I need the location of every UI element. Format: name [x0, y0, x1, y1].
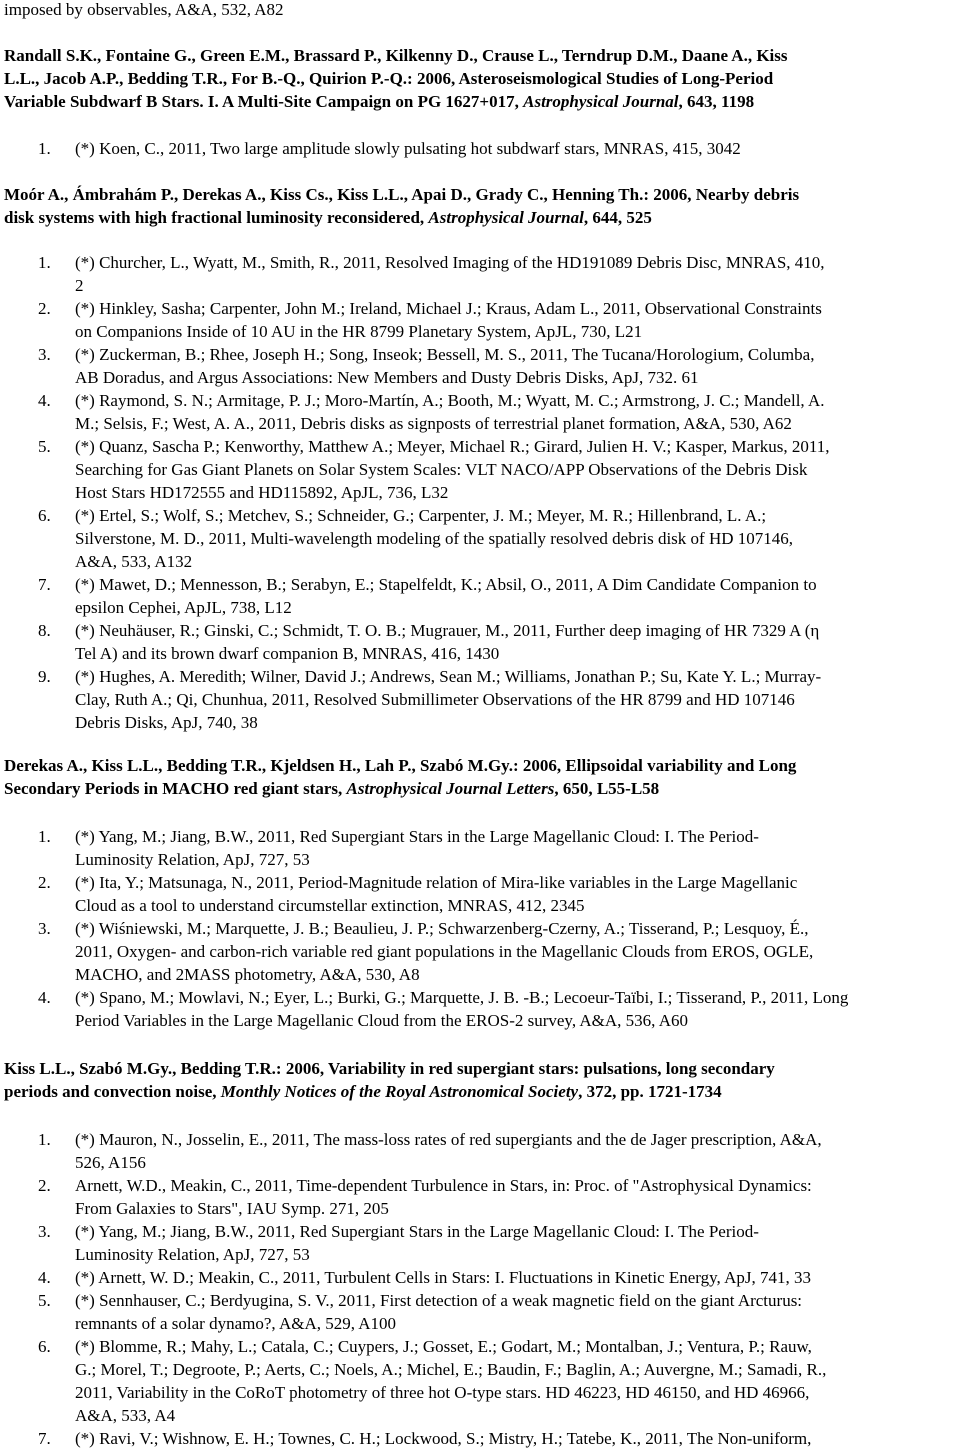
reference-text-line: (*) Yang, M.; Jiang, B.W., 2011, Red Supergiant Stars in the Large Magellanic Cloud: I. The Period-	[75, 827, 759, 846]
reference-item	[4, 986, 952, 1032]
reference-text-line: A&A, 533, A4	[75, 1406, 176, 1425]
reference-text-line: Luminosity Relation, ApJ, 727, 53	[75, 1245, 310, 1264]
citing-references-list	[4, 1128, 952, 1450]
reference-item	[4, 297, 952, 343]
reference-number: 2.	[38, 1176, 51, 1195]
reference-text-line: 2	[75, 276, 84, 295]
citation-text: Variable Subdwarf B Stars. I. A Multi-Site Campaign on PG 1627+017,	[4, 92, 524, 111]
reference-item	[4, 343, 952, 389]
reference-text-line: M.; Selsis, F.; West, A. A., 2011, Debris disks as signposts of terrestrial planet formation, A&A, 530, A62	[75, 414, 792, 433]
reference-text-line: A&A, 533, A132	[75, 552, 193, 571]
citation-header-derekas	[4, 754, 952, 800]
reference-number: 1.	[38, 1130, 51, 1149]
citation-text: Kiss L.L., Szabó M.Gy., Bedding T.R.	[4, 1059, 276, 1078]
citation-header-line	[4, 206, 952, 229]
reference-text-line: Cloud as a tool to understand circumstellar extinction, MNRAS, 412, 2345	[75, 896, 585, 915]
reference-text-line: Clay, Ruth A.; Qi, Chunhua, 2011, Resolved Submillimeter Observations of the HR 8799 and HD 107146	[75, 690, 795, 709]
citation-text: : 2006, Variability in red supergiant stars: pulsations, long secondary	[275, 1059, 775, 1078]
citation-header-line	[4, 44, 952, 67]
reference-text-line: (*) Ertel, S.; Wolf, S.; Metchev, S.; Schneider, G.; Carpenter, J. M.; Meyer, M. R.; Hillenbrand, L. A.;	[75, 506, 767, 525]
reference-text-line: G.; Morel, T.; Degroote, P.; Aerts, C.; Noels, A.; Michel, E.; Baudin, F.; Baglin, A.; Auvergne, M.; Samadi, R.,	[75, 1360, 827, 1379]
reference-text-line: (*) Spano, M.; Mowlavi, N.; Eyer, L.; Burki, G.; Marquette, J. B. -B.; Lecoeur-Taïbi, I.; Tisserand, P., 2011, Long	[75, 988, 849, 1007]
reference-item	[4, 573, 952, 619]
citation-header-line	[4, 777, 952, 800]
citation-header-line	[4, 67, 952, 90]
reference-number: 4.	[38, 391, 51, 410]
citation-text: Moór A., Ámbrahám P., Derekas A., Kiss Cs., Kiss L.L., Apai D., Grady C., Henning Th.	[4, 185, 644, 204]
reference-text-line: (*) Ravi, V.; Wishnow, E. H.; Townes, C. H.; Lockwood, S.; Mistry, H.; Tatebe, K., 2011, The Non-uniform,	[75, 1429, 812, 1448]
reference-number: 2.	[38, 873, 51, 892]
reference-text-line: 2011, Oxygen- and carbon-rich variable red giant populations in the Magellanic Clouds from EROS, OGLE,	[75, 942, 814, 961]
citation-text: : 2006, Ellipsoidal variability and Long	[513, 756, 797, 775]
reference-item	[4, 1427, 952, 1450]
reference-text-line: (*) Neuhäuser, R.; Ginski, C.; Schmidt, T. O. B.; Mugrauer, M., 2011, Further deep imaging of HR 7329 A (η	[75, 621, 820, 640]
reference-item	[4, 1174, 952, 1220]
citation-text: L.L., Jacob A.P., Bedding T.R., For B.-Q., Quirion P.-Q.	[4, 69, 408, 88]
reference-text-line: on Companions Inside of 10 AU in the HR 8799 Planetary System, ApJL, 730, L21	[75, 322, 643, 341]
reference-number: 9.	[38, 667, 51, 686]
reference-text-line: remnants of a solar dynamo?, A&A, 529, A100	[75, 1314, 397, 1333]
reference-text-line: (*) Raymond, S. N.; Armitage, P. J.; Moro-Martín, A.; Booth, M.; Wyatt, M. C.; Armstrong, J. C.; Mandell, A.	[75, 391, 825, 410]
reference-text-line: epsilon Cephei, ApJL, 738, L12	[75, 598, 292, 617]
reference-text-line: MACHO, and 2MASS photometry, A&A, 530, A8	[75, 965, 420, 984]
citation-text: , 372, pp. 1721-1734	[578, 1082, 722, 1101]
reference-text-line: (*) Arnett, W. D.; Meakin, C., 2011, Turbulent Cells in Stars: I. Fluctuations in Kinetic Energy, ApJ, 741, 33	[75, 1268, 812, 1287]
reference-number: 5.	[38, 437, 51, 456]
reference-text-line: (*) Wiśniewski, M.; Marquette, J. B.; Beaulieu, J. P.; Schwarzenberg-Czerny, A.; Tisserand, P.; Lesquoy, É.,	[75, 919, 809, 938]
reference-text-line: (*) Churcher, L., Wyatt, M., Smith, R., 2011, Resolved Imaging of the HD191089 Debris Disc, MNRAS, 410,	[75, 253, 825, 272]
reference-item	[4, 825, 952, 871]
reference-text-line: (*) Zuckerman, B.; Rhee, Joseph H.; Song, Inseok; Bessell, M. S., 2011, The Tucana/Horologium, Columba,	[75, 345, 815, 364]
citation-text: : 2006, Nearby debris	[643, 185, 800, 204]
reference-text-line: Period Variables in the Large Magellanic Cloud from the EROS-2 survey, A&A, 536, A60	[75, 1011, 689, 1030]
reference-text-line: (*) Mawet, D.; Mennesson, B.; Serabyn, E.; Stapelfeldt, K.; Absil, O., 2011, A Dim Candidate Companion to	[75, 575, 817, 594]
citing-references-list	[4, 251, 952, 734]
reference-number: 2.	[38, 299, 51, 318]
reference-number: 1.	[38, 827, 51, 846]
reference-text-line: (*) Yang, M.; Jiang, B.W., 2011, Red Supergiant Stars in the Large Magellanic Cloud: I. The Period-	[75, 1222, 759, 1241]
citation-text: Secondary Periods in MACHO red giant stars,	[4, 779, 347, 798]
journal-name: Astrophysical Journal	[428, 208, 584, 227]
reference-number: 6.	[38, 1337, 51, 1356]
citation-text: Randall S.K., Fontaine G., Green E.M., Brassard P., Kilkenny D., Crause L., Terndrup D.M., Daane A., Kiss	[4, 46, 788, 65]
reference-text-line: (*) Sennhauser, C.; Berdyugina, S. V., 2011, First detection of a weak magnetic field on the giant Arcturus:	[75, 1291, 803, 1310]
reference-text-line: (*) Quanz, Sascha P.; Kenworthy, Matthew A.; Meyer, Michael R.; Girard, Julien H. V.; Kasper, Markus, 2011,	[75, 437, 830, 456]
reference-item	[4, 917, 952, 986]
reference-item	[4, 1266, 952, 1289]
reference-item	[4, 1128, 952, 1174]
citation-header-line	[4, 90, 952, 113]
reference-number: 7.	[38, 1429, 51, 1448]
reference-text-line: Arnett, W.D., Meakin, C., 2011, Time-dependent Turbulence in Stars, in: Proc. of "Astrophysical Dynamics:	[75, 1176, 812, 1195]
reference-number: 8.	[38, 621, 51, 640]
citation-text: periods and convection noise,	[4, 1082, 221, 1101]
reference-text-line: (*) Ita, Y.; Matsunaga, N., 2011, Period-Magnitude relation of Mira-like variables in the Large Magellanic	[75, 873, 798, 892]
reference-item	[4, 619, 952, 665]
citation-header-line	[4, 183, 952, 206]
citation-text: , 643, 1198	[678, 92, 755, 111]
reference-text-line: (*) Blomme, R.; Mahy, L.; Catala, C.; Cuypers, J.; Gosset, E.; Godart, M.; Montalban, J.; Ventura, P.; Rauw,	[75, 1337, 812, 1356]
reference-text-line: (*) Mauron, N., Josselin, E., 2011, The mass-loss rates of red supergiants and the de Jager prescription, A&A,	[75, 1130, 822, 1149]
reference-item	[4, 665, 952, 734]
citation-text: , 650, L55-L58	[554, 779, 660, 798]
reference-number: 1.	[38, 253, 51, 272]
reference-text-line: AB Doradus, and Argus Associations: New Members and Dusty Debris Disks, ApJ, 732. 61	[75, 368, 699, 387]
reference-text-line: Luminosity Relation, ApJ, 727, 53	[75, 850, 310, 869]
reference-number: 3.	[38, 1222, 51, 1241]
reference-text-line: (*) Hinkley, Sasha; Carpenter, John M.; Ireland, Michael J.; Kraus, Adam L., 2011, Observational Constraints	[75, 299, 822, 318]
citation-text: , 644, 525	[583, 208, 652, 227]
reference-text-line: Host Stars HD172555 and HD115892, ApJL, 736, L32	[75, 483, 449, 502]
reference-item	[4, 435, 952, 504]
reference-number: 4.	[38, 1268, 51, 1287]
reference-number: 5.	[38, 1291, 51, 1310]
reference-number: 7.	[38, 575, 51, 594]
reference-item	[4, 504, 952, 573]
reference-item	[4, 871, 952, 917]
journal-name: Monthly Notices of the Royal Astronomical Society	[220, 1082, 579, 1101]
citing-references-list	[4, 137, 952, 160]
reference-text-line: (*) Hughes, A. Meredith; Wilner, David J.; Andrews, Sean M.; Williams, Jonathan P.; Su, Kate Y. L.; Murray-	[75, 667, 822, 686]
reference-number: 3.	[38, 345, 51, 364]
reference-text-line: Searching for Gas Giant Planets on Solar System Scales: VLT NACO/APP Observations of the Debris Disk	[75, 460, 808, 479]
reference-item	[4, 389, 952, 435]
continued-reference-line: imposed by observables, A&A, 532, A82	[4, 0, 284, 19]
reference-number: 1.	[38, 139, 51, 158]
reference-item	[4, 137, 952, 160]
reference-text-line: (*) Koen, C., 2011, Two large amplitude slowly pulsating hot subdwarf stars, MNRAS, 415, 3042	[75, 139, 741, 158]
citation-header-line	[4, 1080, 952, 1103]
reference-item	[4, 251, 952, 297]
reference-text-line: From Galaxies to Stars", IAU Symp. 271, 205	[75, 1199, 389, 1218]
reference-number: 3.	[38, 919, 51, 938]
citation-header-line	[4, 1057, 952, 1080]
reference-number: 6.	[38, 506, 51, 525]
reference-number: 4.	[38, 988, 51, 1007]
citation-header-line	[4, 754, 952, 777]
journal-name: Astrophysical Journal	[523, 92, 679, 111]
reference-text-line: Debris Disks, ApJ, 740, 38	[75, 713, 258, 732]
citation-header-moor	[4, 183, 952, 229]
reference-text-line: 2011, Variability in the CoRoT photometry of three hot O-type stars. HD 46223, HD 46150, and HD 46966,	[75, 1383, 810, 1402]
citation-header-kiss	[4, 1057, 952, 1103]
citation-header-randall	[4, 44, 952, 113]
citation-text: disk systems with high fractional luminosity reconsidered,	[4, 208, 429, 227]
citing-references-list	[4, 825, 952, 1032]
reference-item	[4, 1220, 952, 1266]
citation-text: Derekas A., Kiss L.L., Bedding T.R., Kjeldsen H., Lah P., Szabó M.Gy.	[4, 756, 513, 775]
reference-text-line: Silverstone, M. D., 2011, Multi-wavelength modeling of the spatially resolved debris disk of HD 107146,	[75, 529, 793, 548]
reference-item	[4, 1289, 952, 1335]
reference-item	[4, 1335, 952, 1427]
reference-text-line: Tel A) and its brown dwarf companion B, MNRAS, 416, 1430	[75, 644, 500, 663]
journal-name: Astrophysical Journal Letters	[346, 779, 555, 798]
reference-text-line: 526, A156	[75, 1153, 146, 1172]
citation-text: : 2006, Asteroseismological Studies of Long-Period	[407, 69, 774, 88]
